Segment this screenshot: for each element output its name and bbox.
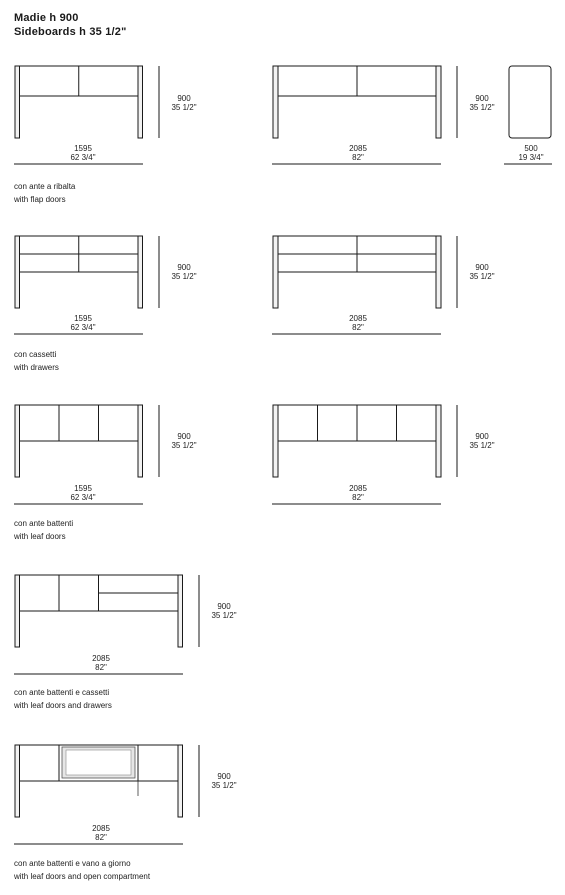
width-in: 62 3/4" [70, 152, 96, 162]
width-mm: 2085 [92, 824, 110, 833]
height-mm: 900 [217, 602, 231, 611]
width-label [61, 825, 141, 842]
title-line-2: Sideboards h 35 1/2" [14, 26, 127, 38]
sideboard-2085-leaf-doors-drawers [15, 575, 183, 647]
caption-it: con ante battenti [14, 519, 74, 528]
width-label [43, 145, 123, 162]
height-mm: 900 [177, 263, 191, 272]
caption-it: con cassetti [14, 350, 57, 359]
sideboard-2085-leaf-doors [273, 405, 441, 477]
height-label [204, 603, 244, 620]
width-in: 62 3/4" [70, 492, 96, 502]
width-mm: 2085 [349, 314, 367, 323]
width-label [43, 485, 123, 502]
caption-leaf-doors-drawers [14, 686, 112, 712]
depth-mm: 500 [524, 144, 538, 153]
caption-it: con ante battenti e cassetti [14, 688, 110, 697]
width-in: 82" [352, 492, 364, 502]
width-label [43, 315, 123, 332]
sideboard-2085-drawers [273, 236, 441, 308]
caption-leaf-doors-open [14, 857, 150, 883]
width-mm: 1595 [74, 314, 92, 323]
height-mm: 900 [177, 432, 191, 441]
height-label [204, 773, 244, 790]
height-label [164, 433, 204, 450]
width-mm: 2085 [92, 654, 110, 663]
depth-label [503, 145, 559, 162]
height-mm: 900 [217, 772, 231, 781]
caption-flap-doors [14, 180, 75, 206]
height-mm: 900 [475, 263, 489, 272]
height-label [462, 264, 502, 281]
depth-in: 19 3/4" [518, 152, 544, 162]
caption-en: with leaf doors and open compartment [14, 872, 151, 881]
width-in: 62 3/4" [70, 322, 96, 332]
caption-en: with flap doors [14, 195, 66, 204]
height-in: 35 1/2" [211, 780, 237, 790]
caption-it: con ante a ribalta [14, 182, 76, 191]
width-label [318, 315, 398, 332]
sideboard-1595-flap-doors [15, 66, 143, 138]
width-in: 82" [352, 322, 364, 332]
width-in: 82" [95, 662, 107, 672]
width-label [318, 485, 398, 502]
title-line-1: Madie h 900 [14, 12, 79, 24]
height-in: 35 1/2" [171, 271, 197, 281]
height-label [164, 95, 204, 112]
caption-it: con ante battenti e vano a giorno [14, 859, 131, 868]
sideboard-1595-drawers [15, 236, 143, 308]
width-mm: 1595 [74, 144, 92, 153]
height-in: 35 1/2" [469, 440, 495, 450]
caption-en: with drawers [14, 363, 59, 372]
height-mm: 900 [177, 94, 191, 103]
height-in: 35 1/2" [171, 102, 197, 112]
height-label [462, 433, 502, 450]
width-label [318, 145, 398, 162]
width-mm: 2085 [349, 484, 367, 493]
width-mm: 2085 [349, 144, 367, 153]
height-label [164, 264, 204, 281]
sideboard-2085-flap-doors [273, 66, 441, 138]
height-mm: 900 [475, 94, 489, 103]
height-label [462, 95, 502, 112]
width-mm: 1595 [74, 484, 92, 493]
height-in: 35 1/2" [469, 271, 495, 281]
caption-en: with leaf doors and drawers [14, 701, 112, 710]
caption-drawers [14, 348, 59, 374]
caption-en: with leaf doors [14, 532, 66, 541]
caption-leaf-doors [14, 517, 73, 543]
height-in: 35 1/2" [211, 610, 237, 620]
sideboard-side-view [509, 66, 551, 138]
height-in: 35 1/2" [171, 440, 197, 450]
width-in: 82" [352, 152, 364, 162]
width-in: 82" [95, 832, 107, 842]
sideboard-2085-leaf-doors-open [15, 745, 183, 817]
width-label [61, 655, 141, 672]
height-in: 35 1/2" [469, 102, 495, 112]
height-mm: 900 [475, 432, 489, 441]
sideboard-1595-leaf-doors [15, 405, 143, 477]
